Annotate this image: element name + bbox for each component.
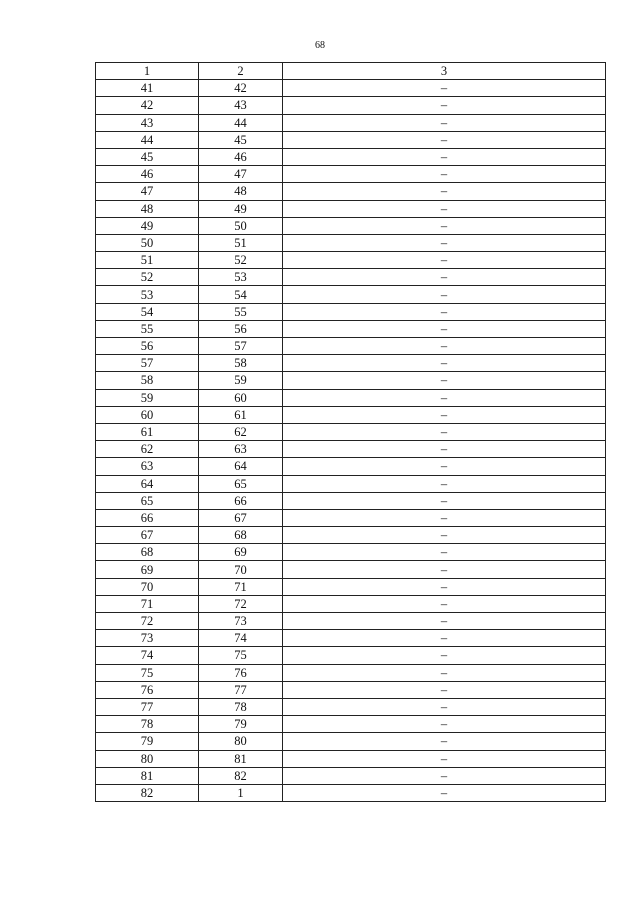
table-cell-col-3: – xyxy=(283,355,606,372)
table-cell-col-1: 72 xyxy=(96,613,199,630)
table-row xyxy=(96,131,606,148)
table-row xyxy=(96,561,606,578)
table-row xyxy=(96,148,606,165)
table-row xyxy=(96,613,606,630)
table-cell-col-2: 59 xyxy=(199,372,283,389)
table-row xyxy=(96,200,606,217)
table-cell-col-1: 52 xyxy=(96,269,199,286)
table-row xyxy=(96,664,606,681)
table-cell-col-2: 42 xyxy=(199,80,283,97)
table-cell-col-1: 77 xyxy=(96,698,199,715)
table-cell-col-2: 44 xyxy=(199,114,283,131)
column-header-1: 1 xyxy=(96,63,199,80)
table-cell-col-2: 57 xyxy=(199,338,283,355)
table-row xyxy=(96,355,606,372)
table-cell-col-3: – xyxy=(283,148,606,165)
table-header-row xyxy=(96,63,606,80)
table-cell-col-2: 50 xyxy=(199,217,283,234)
table-row xyxy=(96,527,606,544)
table-cell-col-1: 66 xyxy=(96,509,199,526)
table-row xyxy=(96,252,606,269)
table-cell-col-3: – xyxy=(283,406,606,423)
table-cell-col-2: 56 xyxy=(199,320,283,337)
table-cell-col-3: – xyxy=(283,784,606,801)
table-cell-col-2: 75 xyxy=(199,647,283,664)
table-cell-col-2: 53 xyxy=(199,269,283,286)
table-cell-col-3: – xyxy=(283,423,606,440)
table-cell-col-2: 61 xyxy=(199,406,283,423)
table-cell-col-3: – xyxy=(283,183,606,200)
table-cell-col-3: – xyxy=(283,630,606,647)
table-cell-col-2: 62 xyxy=(199,423,283,440)
table-row xyxy=(96,784,606,801)
table-cell-col-2: 78 xyxy=(199,698,283,715)
table-cell-col-3: – xyxy=(283,114,606,131)
table-row xyxy=(96,750,606,767)
table-cell-col-2: 79 xyxy=(199,716,283,733)
table-cell-col-1: 74 xyxy=(96,647,199,664)
table-cell-col-2: 47 xyxy=(199,166,283,183)
table-cell-col-3: – xyxy=(283,750,606,767)
table-cell-col-1: 68 xyxy=(96,544,199,561)
table-cell-col-2: 60 xyxy=(199,389,283,406)
table-cell-col-1: 57 xyxy=(96,355,199,372)
table-cell-col-1: 55 xyxy=(96,320,199,337)
table-cell-col-2: 65 xyxy=(199,475,283,492)
table-cell-col-2: 66 xyxy=(199,492,283,509)
table-cell-col-3: – xyxy=(283,544,606,561)
table-cell-col-2: 70 xyxy=(199,561,283,578)
table-cell-col-3: – xyxy=(283,767,606,784)
table-cell-col-2: 68 xyxy=(199,527,283,544)
table-cell-col-1: 75 xyxy=(96,664,199,681)
table-cell-col-1: 64 xyxy=(96,475,199,492)
table-cell-col-2: 81 xyxy=(199,750,283,767)
table-cell-col-1: 71 xyxy=(96,595,199,612)
table-row xyxy=(96,492,606,509)
table-row xyxy=(96,217,606,234)
table-row xyxy=(96,338,606,355)
table-cell-col-2: 71 xyxy=(199,578,283,595)
data-table xyxy=(95,62,606,802)
table-cell-col-3: – xyxy=(283,527,606,544)
table-cell-col-2: 69 xyxy=(199,544,283,561)
table-cell-col-1: 73 xyxy=(96,630,199,647)
table-body xyxy=(96,80,606,802)
table-cell-col-1: 49 xyxy=(96,217,199,234)
table-row xyxy=(96,458,606,475)
table-row xyxy=(96,509,606,526)
table-cell-col-1: 45 xyxy=(96,148,199,165)
table-cell-col-1: 81 xyxy=(96,767,199,784)
table-cell-col-3: – xyxy=(283,578,606,595)
column-header-3: 3 xyxy=(283,63,606,80)
table-cell-col-3: – xyxy=(283,716,606,733)
table-row xyxy=(96,595,606,612)
table-cell-col-2: 49 xyxy=(199,200,283,217)
page-number: 68 xyxy=(315,40,325,51)
table-cell-col-1: 50 xyxy=(96,234,199,251)
table-row xyxy=(96,441,606,458)
table-cell-col-1: 79 xyxy=(96,733,199,750)
table-cell-col-3: – xyxy=(283,166,606,183)
table-cell-col-2: 52 xyxy=(199,252,283,269)
table-cell-col-2: 45 xyxy=(199,131,283,148)
table-cell-col-2: 76 xyxy=(199,664,283,681)
table-cell-col-1: 60 xyxy=(96,406,199,423)
table-cell-col-3: – xyxy=(283,561,606,578)
table-cell-col-3: – xyxy=(283,509,606,526)
table-cell-col-1: 47 xyxy=(96,183,199,200)
table-cell-col-3: – xyxy=(283,303,606,320)
table-cell-col-2: 55 xyxy=(199,303,283,320)
table-cell-col-3: – xyxy=(283,200,606,217)
table-cell-col-3: – xyxy=(283,647,606,664)
table-cell-col-1: 41 xyxy=(96,80,199,97)
table-row xyxy=(96,544,606,561)
table-cell-col-2: 82 xyxy=(199,767,283,784)
table-row xyxy=(96,630,606,647)
table-cell-col-1: 42 xyxy=(96,97,199,114)
table-cell-col-2: 54 xyxy=(199,286,283,303)
table-cell-col-3: – xyxy=(283,458,606,475)
table-row xyxy=(96,578,606,595)
table-cell-col-3: – xyxy=(283,475,606,492)
table-cell-col-1: 80 xyxy=(96,750,199,767)
table-cell-col-2: 58 xyxy=(199,355,283,372)
table-cell-col-3: – xyxy=(283,234,606,251)
table-cell-col-1: 82 xyxy=(96,784,199,801)
table-cell-col-1: 56 xyxy=(96,338,199,355)
table-row xyxy=(96,389,606,406)
table-cell-col-1: 78 xyxy=(96,716,199,733)
table-cell-col-3: – xyxy=(283,698,606,715)
table-cell-col-1: 46 xyxy=(96,166,199,183)
table-cell-col-1: 70 xyxy=(96,578,199,595)
table-cell-col-3: – xyxy=(283,269,606,286)
table-cell-col-2: 74 xyxy=(199,630,283,647)
table-cell-col-3: – xyxy=(283,664,606,681)
table-cell-col-3: – xyxy=(283,320,606,337)
table-cell-col-2: 64 xyxy=(199,458,283,475)
table-row xyxy=(96,114,606,131)
table-cell-col-1: 63 xyxy=(96,458,199,475)
table-row xyxy=(96,372,606,389)
table-cell-col-3: – xyxy=(283,733,606,750)
table-cell-col-2: 73 xyxy=(199,613,283,630)
table-cell-col-3: – xyxy=(283,613,606,630)
table-cell-col-3: – xyxy=(283,338,606,355)
table-cell-col-3: – xyxy=(283,389,606,406)
table-row xyxy=(96,475,606,492)
table-cell-col-1: 44 xyxy=(96,131,199,148)
table-cell-col-3: – xyxy=(283,681,606,698)
table-cell-col-3: – xyxy=(283,252,606,269)
table-row xyxy=(96,767,606,784)
table-cell-col-1: 69 xyxy=(96,561,199,578)
table-row xyxy=(96,716,606,733)
table-cell-col-3: – xyxy=(283,97,606,114)
table-cell-col-1: 67 xyxy=(96,527,199,544)
table-cell-col-1: 65 xyxy=(96,492,199,509)
table-cell-col-2: 46 xyxy=(199,148,283,165)
table-cell-col-3: – xyxy=(283,217,606,234)
table-row xyxy=(96,406,606,423)
table-row xyxy=(96,166,606,183)
table-cell-col-3: – xyxy=(283,286,606,303)
table-cell-col-1: 48 xyxy=(96,200,199,217)
table-cell-col-3: – xyxy=(283,595,606,612)
table-cell-col-2: 80 xyxy=(199,733,283,750)
table-row xyxy=(96,423,606,440)
table-row xyxy=(96,183,606,200)
table-cell-col-3: – xyxy=(283,441,606,458)
table-cell-col-2: 51 xyxy=(199,234,283,251)
table-cell-col-2: 77 xyxy=(199,681,283,698)
table-row xyxy=(96,269,606,286)
table-cell-col-1: 59 xyxy=(96,389,199,406)
table-cell-col-1: 62 xyxy=(96,441,199,458)
table-row xyxy=(96,698,606,715)
table-row xyxy=(96,303,606,320)
table-cell-col-2: 67 xyxy=(199,509,283,526)
table-row xyxy=(96,681,606,698)
table-row xyxy=(96,234,606,251)
table-cell-col-1: 53 xyxy=(96,286,199,303)
table-cell-col-1: 58 xyxy=(96,372,199,389)
table-row xyxy=(96,97,606,114)
table-cell-col-1: 51 xyxy=(96,252,199,269)
table-cell-col-1: 61 xyxy=(96,423,199,440)
table-cell-col-1: 76 xyxy=(96,681,199,698)
table-cell-col-2: 1 xyxy=(199,784,283,801)
table-cell-col-3: – xyxy=(283,80,606,97)
table-cell-col-3: – xyxy=(283,372,606,389)
table-cell-col-3: – xyxy=(283,131,606,148)
table-row xyxy=(96,286,606,303)
column-header-2: 2 xyxy=(199,63,283,80)
table-cell-col-1: 54 xyxy=(96,303,199,320)
table-row xyxy=(96,320,606,337)
table-cell-col-1: 43 xyxy=(96,114,199,131)
table-cell-col-2: 48 xyxy=(199,183,283,200)
table-cell-col-2: 72 xyxy=(199,595,283,612)
table-cell-col-3: – xyxy=(283,492,606,509)
table-row xyxy=(96,733,606,750)
table-cell-col-2: 63 xyxy=(199,441,283,458)
table-cell-col-2: 43 xyxy=(199,97,283,114)
table-row xyxy=(96,647,606,664)
table-row xyxy=(96,80,606,97)
